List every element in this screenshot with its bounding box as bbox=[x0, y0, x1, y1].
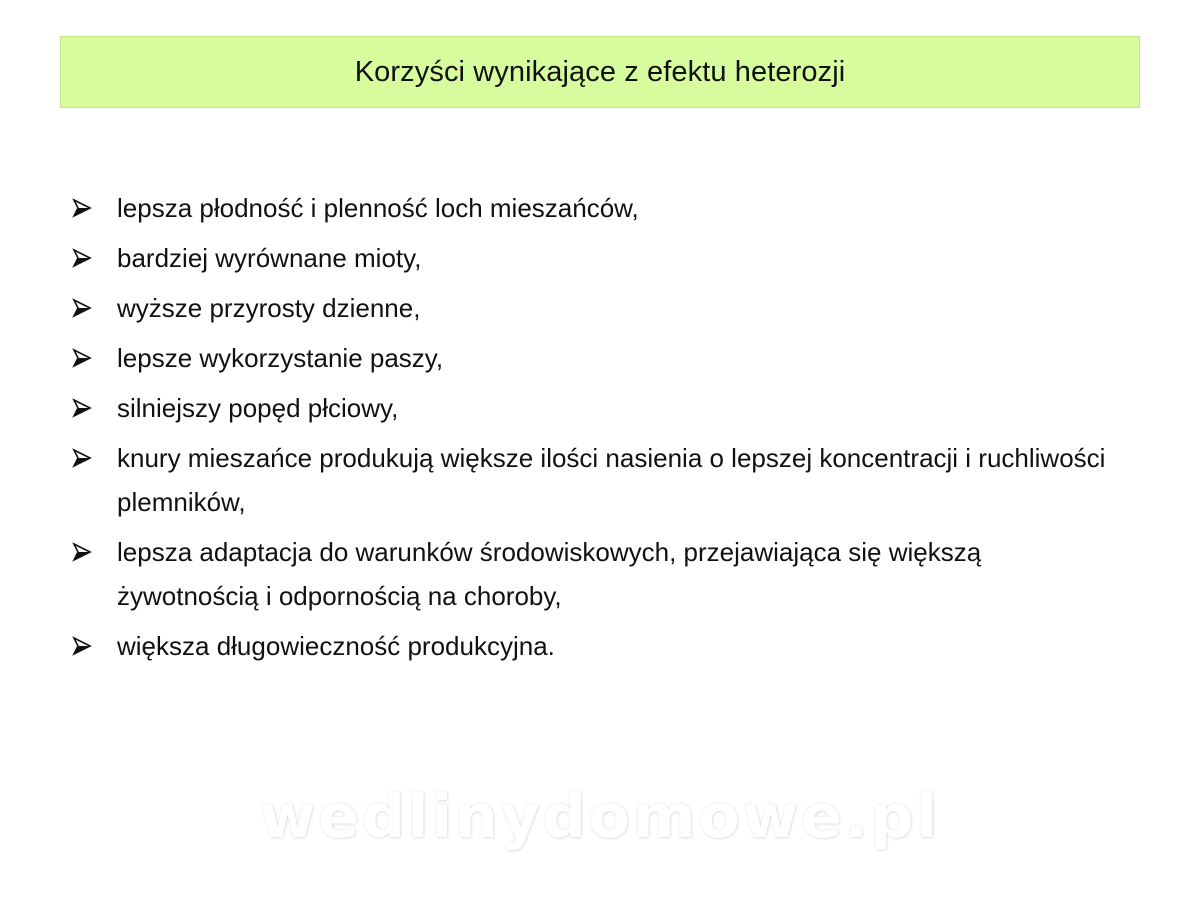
list-item bbox=[72, 386, 1152, 430]
list-item bbox=[72, 236, 1152, 280]
list-item-text: lepsza płodność i plenność loch mieszańców, bbox=[117, 193, 639, 223]
arrowhead-bullet-icon bbox=[72, 336, 117, 380]
arrowhead-bullet-icon bbox=[72, 624, 117, 668]
list-item bbox=[72, 436, 1152, 524]
list-item bbox=[72, 186, 1152, 230]
slide-title: Korzyści wynikające z efektu heterozji bbox=[354, 55, 846, 88]
arrowhead-bullet-icon bbox=[72, 186, 117, 230]
site-watermark: wedlinydomowe.pl bbox=[259, 782, 941, 852]
list-item bbox=[72, 336, 1152, 380]
list-item bbox=[72, 624, 1152, 668]
list-item bbox=[72, 530, 1152, 618]
arrowhead-bullet-icon bbox=[72, 236, 117, 280]
list-item-text: wyższe przyrosty dzienne, bbox=[117, 293, 421, 323]
list-item-text: lepsze wykorzystanie paszy, bbox=[117, 343, 444, 373]
arrowhead-bullet-icon bbox=[72, 530, 117, 574]
list-item-text: knury mieszańce produkują większe ilości nasienia o lepszej koncentracji i ruchliwości plemników, bbox=[117, 443, 1106, 517]
bullet-list bbox=[72, 186, 1152, 674]
list-item bbox=[72, 286, 1152, 330]
arrowhead-bullet-icon bbox=[72, 436, 117, 480]
list-item-text: bardziej wyrównane mioty, bbox=[117, 243, 422, 273]
slide-title-bar bbox=[60, 36, 1140, 108]
arrowhead-bullet-icon bbox=[72, 386, 117, 430]
arrowhead-bullet-icon bbox=[72, 286, 117, 330]
list-item-text: większa długowieczność produkcyjna. bbox=[117, 631, 555, 661]
list-item-text: lepsza adaptacja do warunków środowiskowych, przejawiająca się większą żywotnością i odpornością na choroby, bbox=[117, 537, 982, 611]
list-item-text: silniejszy popęd płciowy, bbox=[117, 393, 399, 423]
